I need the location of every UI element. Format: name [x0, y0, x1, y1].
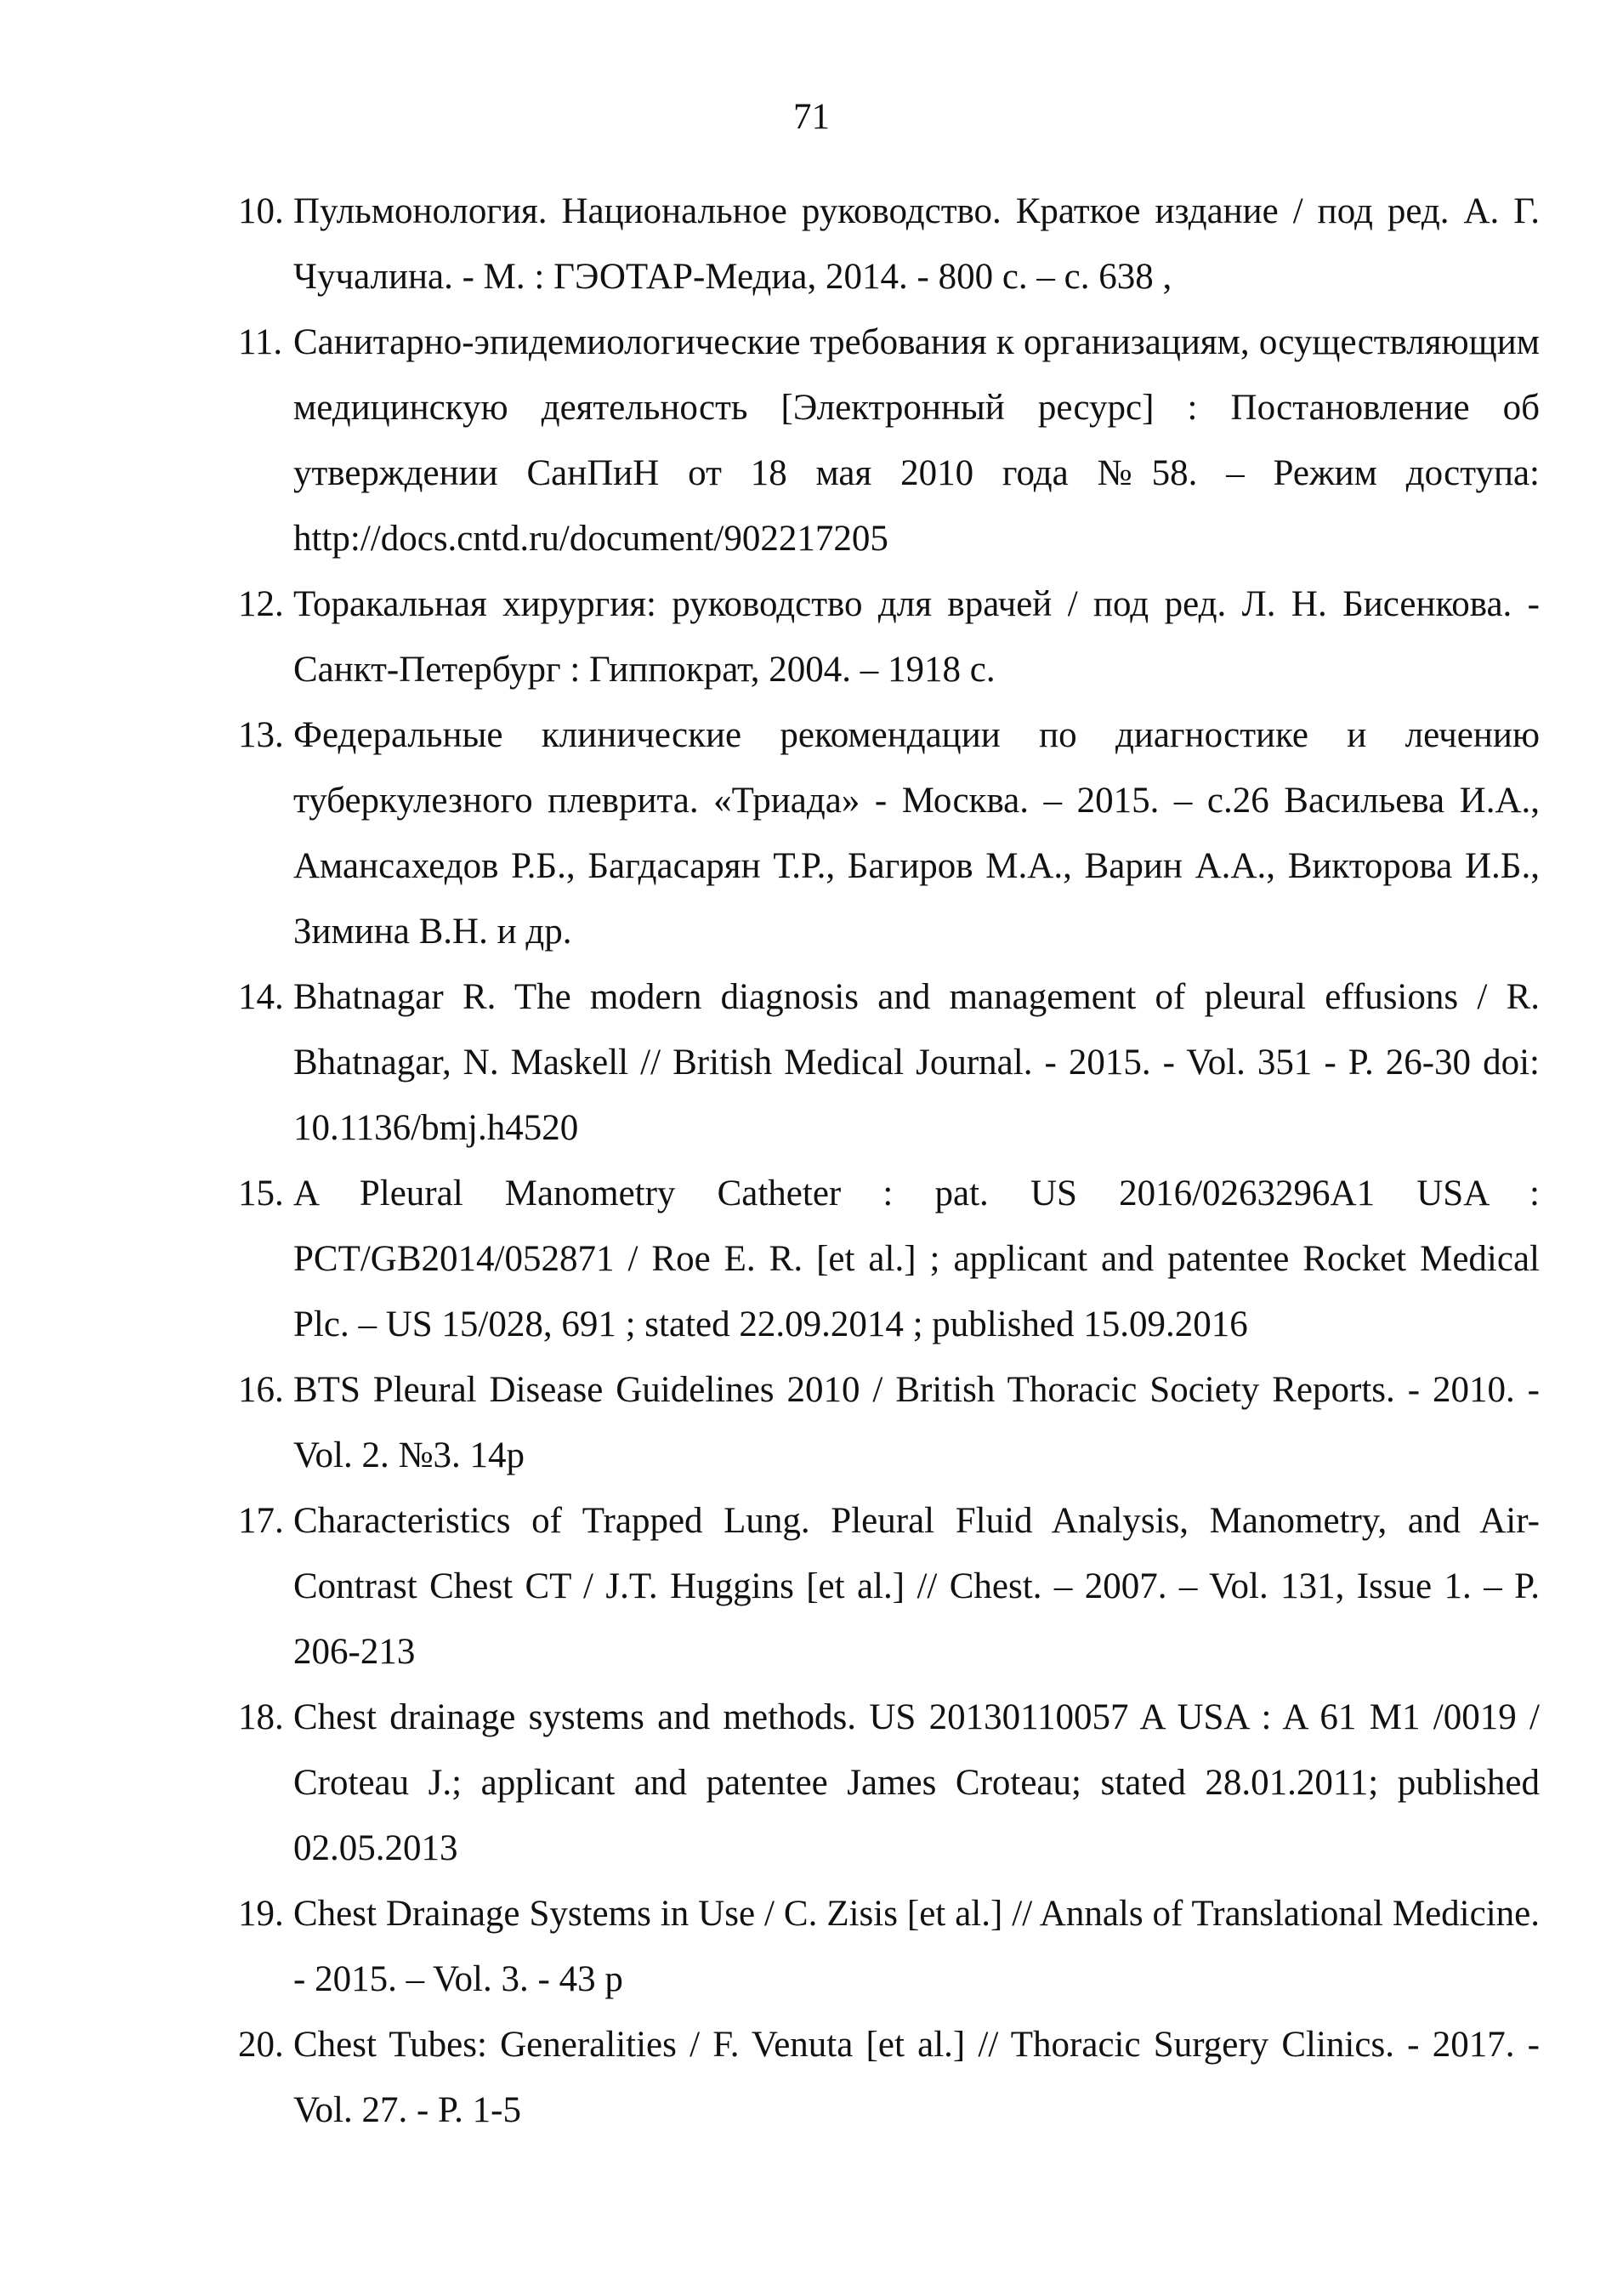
- reference-list: [0, 179, 1623, 2143]
- reference-number: 18.: [238, 1697, 284, 1737]
- reference-item: [0, 179, 1623, 310]
- reference-number: 10.: [238, 191, 284, 231]
- reference-item: [0, 2012, 1623, 2143]
- reference-number: 12.: [238, 584, 284, 624]
- reference-number: 14.: [238, 977, 284, 1017]
- reference-text: Пульмонология. Национальное руководство. Краткое издание / под ред. А. Г. Чучалина. - М. : ГЭОТАР-Медиа, 2014. - 800 с. – с. 638 ,: [293, 191, 1540, 297]
- reference-text: Chest Drainage Systems in Use / C. Zisis [et al.] // Annals of Translational Medicine. - 2015. – Vol. 3. - 43 p: [293, 1894, 1540, 1999]
- reference-item: [0, 1685, 1623, 1881]
- reference-item: [0, 1357, 1623, 1488]
- reference-item: [0, 1881, 1623, 2012]
- reference-number: 17.: [238, 1501, 284, 1541]
- reference-text: A Pleural Manometry Catheter : pat. US 2016/0263296A1 USA : PCT/GB2014/052871 / Roe E. R. [et al.] ; applicant and patentee Rocket Medical Plc. – US 15/028, 691 ; stated 22.09.2014 ; published 15.09.2016: [293, 1174, 1540, 1344]
- reference-text: Санитарно-эпидемиологические требования к организациям, осуществляющим медицинскую деятельность [Электронный ресурс] : Постановление об утверждении СанПиН от 18 мая 2010 года №58. – Режим доступа: http://docs.cntd.ru/document/902217205: [293, 322, 1540, 559]
- reference-number: 19.: [238, 1894, 284, 1934]
- reference-text: Chest Tubes: Generalities / F. Venuta [et al.] // Thoracic Surgery Clinics. - 2017. - Vol. 27. - P. 1-5: [293, 2025, 1540, 2130]
- reference-text: Федеральные клинические рекомендации по диагностике и лечению туберкулезного плеврита. «Триада» - Москва. – 2015. – с.26 Васильева И.А., Амансахедов Р.Б., Багдасарян Т.Р., Багиров М.А., Варин А.А., Викторова И.Б., Зимина В.Н. и др.: [293, 715, 1540, 952]
- reference-item: [0, 964, 1623, 1161]
- reference-text: Торакальная хирургия: руководство для врачей / под ред. Л. Н. Бисенкова. - Санкт-Петербург : Гиппократ, 2004. – 1918 с.: [293, 584, 1540, 690]
- reference-number: 11.: [238, 322, 283, 362]
- reference-number: 20.: [238, 2025, 284, 2065]
- reference-item: [0, 310, 1623, 571]
- page-number: 71: [793, 97, 830, 137]
- reference-number: 15.: [238, 1174, 284, 1213]
- reference-item: [0, 1161, 1623, 1357]
- reference-item: [0, 702, 1623, 964]
- reference-number: 13.: [238, 715, 284, 755]
- reference-number: 16.: [238, 1370, 284, 1410]
- reference-item: [0, 1488, 1623, 1685]
- reference-text: Characteristics of Trapped Lung. Pleural Fluid Analysis, Manometry, and Air-Contrast Chest CT / J.T. Huggins [et al.] // Chest. – 2007. – Vol. 131, Issue 1. – P. 206-213: [293, 1501, 1540, 1672]
- reference-text: Bhatnagar R. The modern diagnosis and management of pleural effusions / R. Bhatnagar, N. Maskell // British Medical Journal. - 2015. - Vol. 351 - P. 26-30 doi: 10.1136/bmj.h4520: [293, 977, 1540, 1148]
- reference-text: Chest drainage systems and methods. US 20130110057 A USA : A 61 M1 /0019 / Croteau J.; applicant and patentee James Croteau; stated 28.01.2011; published 02.05.2013: [293, 1697, 1540, 1868]
- reference-text: BTS Pleural Disease Guidelines 2010 / British Thoracic Society Reports. - 2010. - Vol. 2. №3. 14p: [293, 1370, 1540, 1475]
- reference-item: [0, 571, 1623, 702]
